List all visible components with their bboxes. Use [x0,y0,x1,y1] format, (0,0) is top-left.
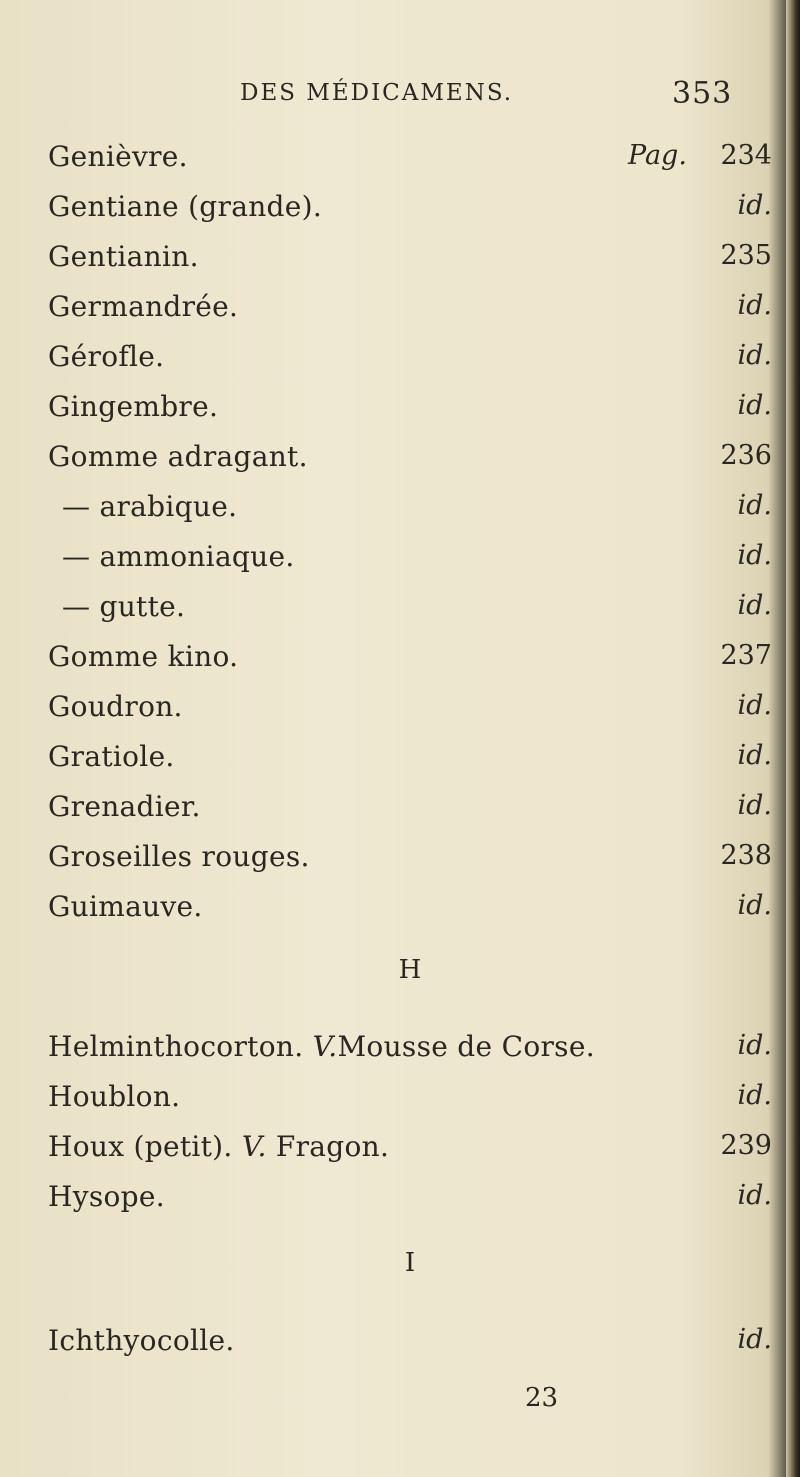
entry-page-ref: id. [737,790,772,821]
entry-term: — arabique. [62,490,238,523]
entry-page-ref: id. [737,740,772,771]
entry-term: Germandrée. [48,290,239,323]
index-entry [48,1030,772,1070]
entry-term: Hysope. [48,1180,165,1213]
running-title: DES MÉDICAMENS. [240,80,514,106]
index-entry [48,590,772,630]
entry-page-ref: 238 [720,840,772,871]
entry-term: Gomme kino. [48,640,239,673]
entry-term: Genièvre. [48,140,188,173]
index-entry [48,390,772,430]
index-entry [48,490,772,530]
section-letter-i: I [404,1248,416,1278]
entry-page-ref: id. [737,1324,772,1355]
entry-term: Gingembre. [48,390,219,423]
entry-page-ref: 236 [720,440,772,471]
printer-signature: 23 [525,1383,559,1413]
index-entry [48,840,772,880]
index-entry [48,140,772,180]
entry-page-ref: id. [737,540,772,571]
index-entry [48,290,772,330]
entry-term: Guimauve. [48,890,203,923]
see-target: Fragon. [275,1130,390,1163]
index-entry [48,740,772,780]
entry-term: Gentianin. [48,240,199,273]
index-entry [48,340,772,380]
index-entry [48,190,772,230]
index-entry [48,890,772,930]
entry-headword: Houx (petit). [48,1130,233,1163]
index-entry [48,640,772,680]
index-entry [48,1324,772,1364]
entry-page-ref: id. [737,190,772,221]
see-marker: V. [312,1030,338,1063]
index-entry [48,240,772,280]
entry-page-ref: id. [737,890,772,921]
see-marker: V. [241,1130,267,1163]
entry-page-ref: id. [737,590,772,621]
index-entry [48,440,772,480]
entry-term: Gomme adragant. [48,440,308,473]
entry-term: Grenadier. [48,790,201,823]
entry-term: — ammoniaque. [62,540,295,573]
entry-term: Houblon. [48,1080,181,1113]
entry-page-ref: id. [737,490,772,521]
entry-term: Gérofle. [48,340,165,373]
entry-page-ref: id. [737,1180,772,1211]
index-entry [48,1130,772,1170]
entry-term: Groseilles rouges. [48,840,310,873]
index-entry [48,1080,772,1120]
entry-term: Gentiane (grande). [48,190,323,223]
page-header [0,78,800,118]
entry-term: Gratiole. [48,740,175,773]
entry-term: Goudron. [48,690,183,723]
entry-page-ref: 237 [720,640,772,671]
entry-page-ref: id. [737,290,772,321]
entry-term: — gutte. [62,590,186,623]
entry-term [48,1130,389,1163]
see-target: Mousse de Corse. [337,1030,595,1063]
entry-page-ref: id. [737,1080,772,1111]
page-number: 353 [672,76,733,111]
index-entry [48,540,772,580]
pag-label: Pag. [628,140,687,171]
section-letter-h: H [398,955,422,985]
entry-page-ref: id. [737,690,772,721]
entry-page-ref: id. [737,1030,772,1061]
entry-page-ref: id. [737,390,772,421]
entry-term [48,1030,595,1063]
entry-page-ref: id. [737,340,772,371]
entry-page-ref: 235 [720,240,772,271]
entry-page-ref: 234 [720,140,772,171]
index-entry [48,790,772,830]
index-entry [48,690,772,730]
entry-term: Ichthyocolle. [48,1324,235,1357]
index-entry [48,1180,772,1220]
page-edge-shadow [786,0,800,1477]
entry-headword: Helminthocorton. [48,1030,304,1063]
entry-page-ref: 239 [720,1130,772,1161]
